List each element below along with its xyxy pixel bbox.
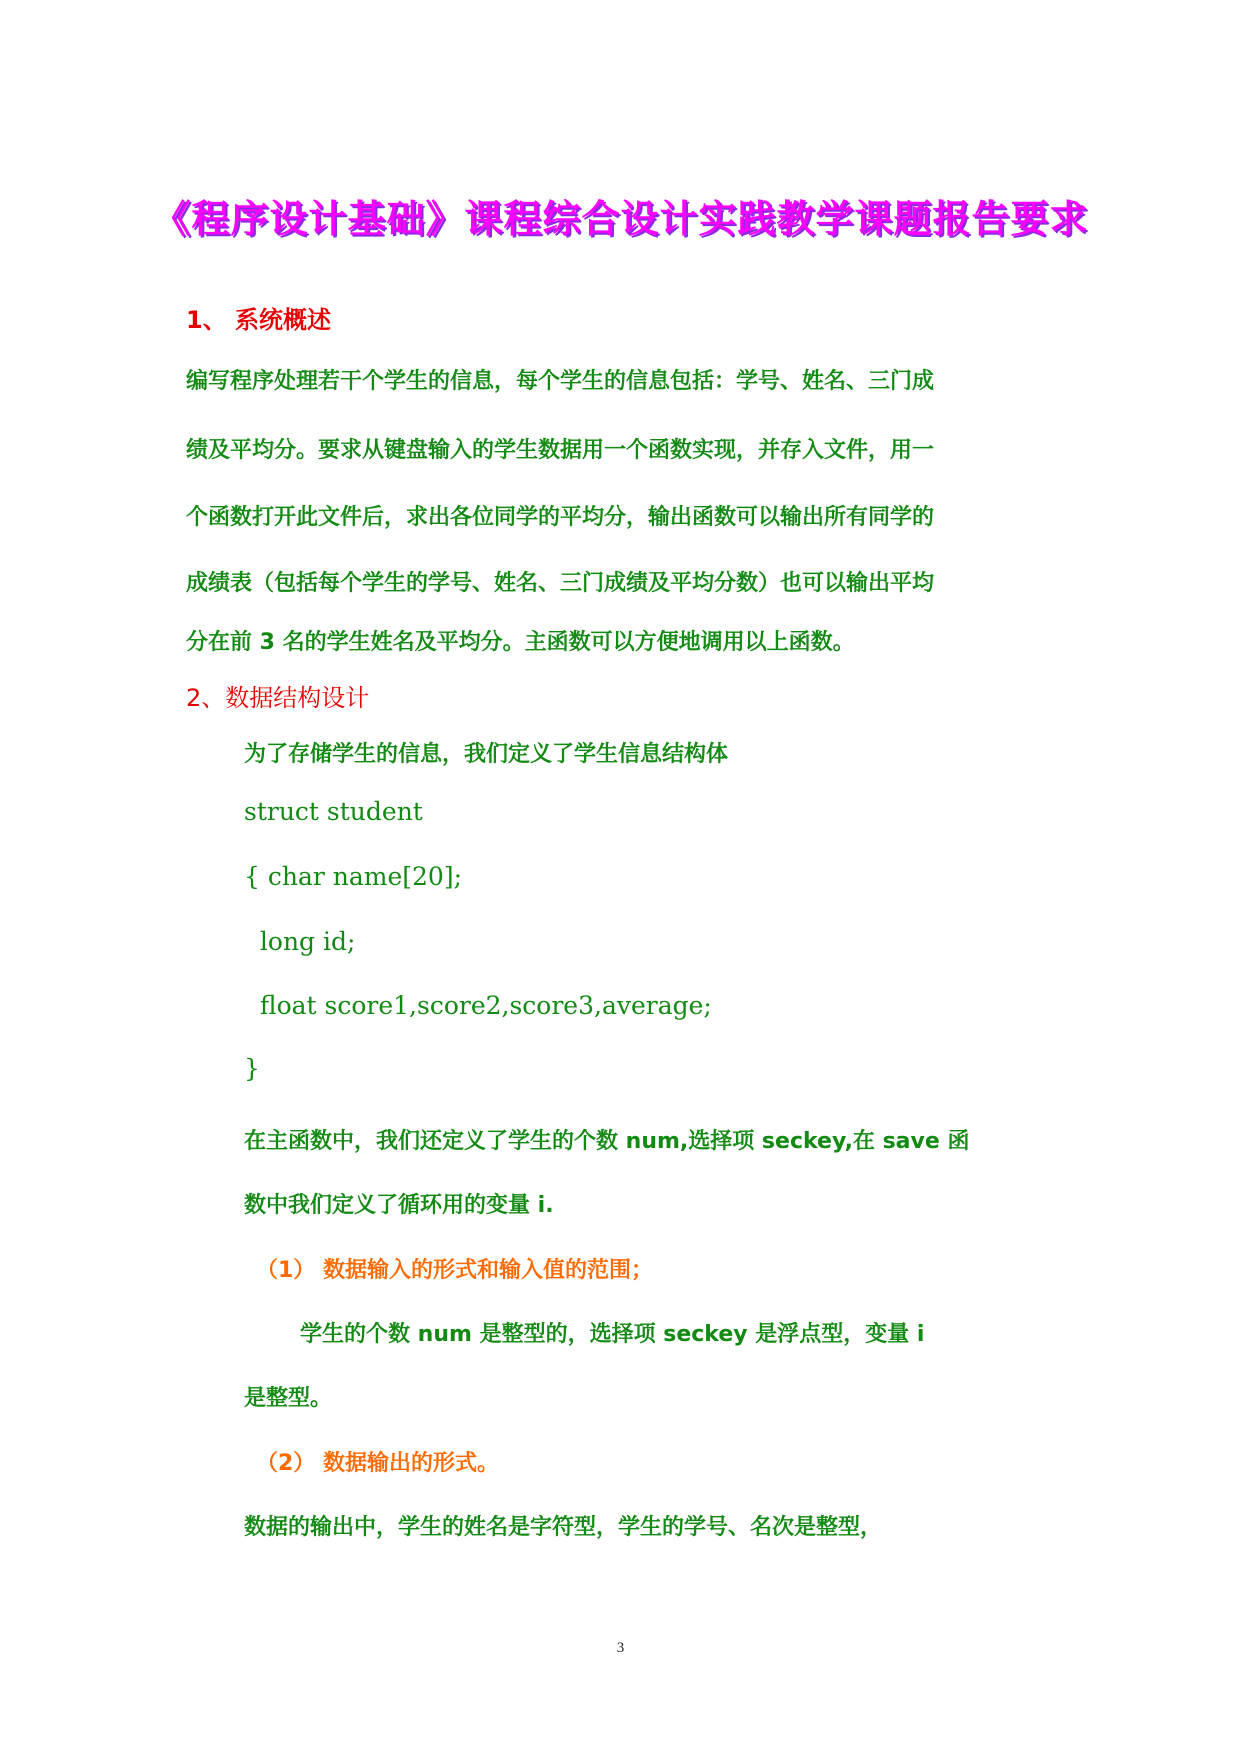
subsection-heading-input: （1） 数据输入的形式和输入值的范围； bbox=[256, 1258, 653, 1283]
overview-line-4: 成绩表（包括每个学生的学号、姓名、三门成绩及平均分数）也可以输出平均 bbox=[186, 571, 935, 596]
output-line-1: 数据的输出中，学生的姓名是字符型，学生的学号、名次是整型， bbox=[244, 1515, 883, 1540]
overview-line-3: 个函数打开此文件后，求出各位同学的平均分，输出函数可以输出所有同学的 bbox=[186, 505, 935, 530]
overview-line-1: 编写程序处理若干个学生的信息，每个学生的信息包括：学号、姓名、三门成 bbox=[186, 369, 935, 394]
page-title: 《程序设计基础》课程综合设计实践教学课题报告要求 bbox=[152, 196, 1089, 241]
main-function-line-2: 数中我们定义了循环用的变量 i. bbox=[244, 1193, 554, 1218]
input-line-2: 是整型。 bbox=[244, 1386, 333, 1411]
main-function-line-1: 在主函数中，我们还定义了学生的个数 num,选择项 seckey,在 save 函 bbox=[244, 1129, 970, 1154]
data-structure-intro: 为了存储学生的信息，我们定义了学生信息结构体 bbox=[244, 742, 729, 767]
code-line-1: struct student bbox=[244, 797, 423, 826]
code-line-4: float score1,score2,score3,average; bbox=[244, 991, 712, 1020]
subsection-heading-output: （2） 数据输出的形式。 bbox=[256, 1451, 499, 1476]
code-line-3: long id; bbox=[244, 927, 356, 956]
code-line-2: { char name[20]; bbox=[244, 862, 463, 891]
overview-line-2: 绩及平均分。要求从键盘输入的学生数据用一个函数实现，并存入文件，用一 bbox=[186, 438, 935, 463]
section-heading-data-structure: 2、数据结构设计 bbox=[186, 684, 370, 712]
page-number: 3 bbox=[616, 1640, 625, 1656]
input-line-1: 学生的个数 num 是整型的，选择项 seckey 是浮点型，变量 i bbox=[300, 1322, 925, 1347]
overview-line-5: 分在前 3 名的学生姓名及平均分。主函数可以方便地调用以上函数。 bbox=[186, 630, 855, 655]
code-line-5: } bbox=[244, 1054, 260, 1083]
section-heading-overview: 1、 系统概述 bbox=[186, 306, 332, 334]
